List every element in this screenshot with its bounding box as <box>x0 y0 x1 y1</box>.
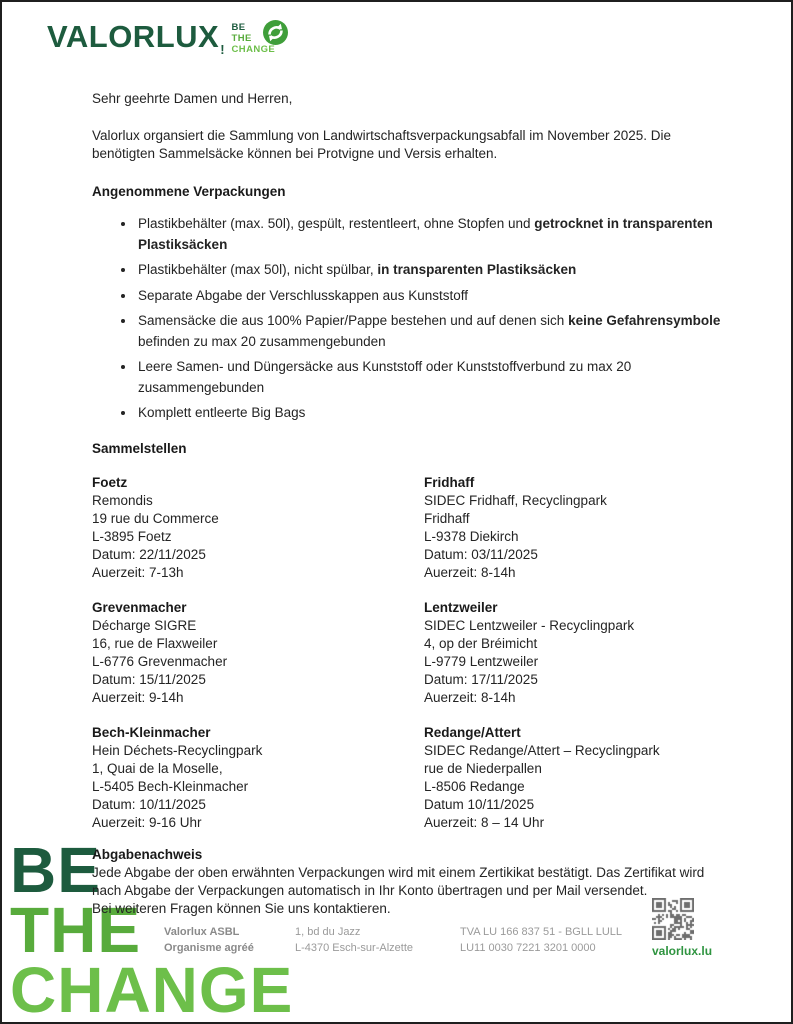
station-line: Datum: 17/11/2025 <box>424 671 538 687</box>
footer-org-type: Organisme agréé <box>164 942 254 954</box>
page-footer <box>2 924 791 1004</box>
packaging-list-item: • Separate Abgabe der Verschlusskappen aus Kunststoff <box>136 286 724 307</box>
station-card <box>424 724 724 832</box>
watermark-the: THE <box>10 894 141 966</box>
tagline-be: BE <box>231 22 246 33</box>
station-card <box>424 474 724 582</box>
packaging-list-item: • Samensäcke die aus 100% Papier/Pappe bestehen und auf denen sich keine Gefahrensymbole befinden zu max 20 zusammengebunden <box>136 311 724 352</box>
station-line: Datum: 15/11/2025 <box>92 671 206 687</box>
tagline-the: THE <box>231 33 252 44</box>
accepted-packaging-list <box>92 214 724 424</box>
station-card <box>92 599 424 707</box>
footer-tax-info <box>460 924 622 956</box>
packaging-list-item: • Plastikbehälter (max 50l), nicht spülbar, in transparenten Plastiksäcken <box>136 260 724 281</box>
station-line: 1, Quai de la Moselle, <box>92 760 223 776</box>
certificate-heading: Abgabenachweis <box>92 846 203 862</box>
station-line: Fridhaff <box>424 510 470 526</box>
recycling-icon <box>262 19 289 46</box>
certificate-section <box>92 846 724 918</box>
station-line: Auerzeit: 8-14h <box>424 564 516 580</box>
station-line: L-3895 Foetz <box>92 528 172 544</box>
footer-address <box>295 924 413 956</box>
station-name: Lentzweiler <box>424 599 498 615</box>
station-line: Datum: 22/11/2025 <box>92 546 206 562</box>
station-name: Fridhaff <box>424 474 475 490</box>
watermark-be: BE <box>10 834 101 906</box>
station-line: Auerzeit: 8 – 14 Uhr <box>424 814 545 830</box>
station-line: Hein Déchets-Recyclingpark <box>92 742 263 758</box>
footer-tax-line2: LU11 0030 7221 3201 0000 <box>460 942 596 954</box>
station-line: 4, op der Bréimicht <box>424 635 538 651</box>
station-line: Remondis <box>92 492 153 508</box>
station-line: Auerzeit: 7-13h <box>92 564 184 580</box>
station-line: SIDEC Lentzweiler - Recyclingpark <box>424 617 635 633</box>
brand-exclamation-mark: ! <box>220 42 225 57</box>
footer-org-name: Valorlux ASBL <box>164 926 240 938</box>
footer-address-line1: 1, bd du Jazz <box>295 926 361 938</box>
letter-body <box>92 90 724 918</box>
station-line: 16, rue de Flaxweiler <box>92 635 218 651</box>
station-line: Datum 10/11/2025 <box>424 796 535 812</box>
packaging-list-item: • Plastikbehälter (max. 50l), gespült, restentleert, ohne Stopfen und getrocknet in transparenten Plastiksäcken <box>136 214 724 255</box>
station-line: L-9779 Lentzweiler <box>424 653 539 669</box>
footer-tax-line1: TVA LU 166 837 51 - BGLL LULL <box>460 926 623 938</box>
packaging-list-item: • Leere Samen- und Düngersäcke aus Kunststoff oder Kunststoffverbund zu max 20 zusammengebunden <box>136 357 724 398</box>
station-card <box>92 474 424 582</box>
station-line: Auerzeit: 9-14h <box>92 689 184 705</box>
station-line: L-8506 Redange <box>424 778 525 794</box>
station-name: Bech-Kleinmacher <box>92 724 211 740</box>
station-line: 19 rue du Commerce <box>92 510 219 526</box>
footer-org <box>164 924 254 956</box>
station-line: Datum: 10/11/2025 <box>92 796 206 812</box>
accepted-packaging-heading: Angenommene Verpackungen <box>92 184 286 199</box>
station-line: L-9378 Diekirch <box>424 528 519 544</box>
packaging-list-item: • Komplett entleerte Big Bags <box>136 403 724 424</box>
tagline-change: CHANGE <box>231 44 276 55</box>
collection-points-heading: Sammelstellen <box>92 440 187 456</box>
stations-grid <box>92 474 724 832</box>
certificate-contact: Bei weiteren Fragen können Sie uns kontaktieren. <box>92 900 391 916</box>
qr-code <box>652 898 694 940</box>
logo-tagline <box>232 22 310 62</box>
watermark-change: CHANGE <box>10 954 294 1024</box>
footer-web-block <box>652 898 722 960</box>
station-name: Redange/Attert <box>424 724 521 740</box>
station-line: Auerzeit: 9-16 Uhr <box>92 814 202 830</box>
valorlux-logo <box>47 20 310 62</box>
station-card <box>424 599 724 707</box>
station-name: Grevenmacher <box>92 599 187 615</box>
station-card <box>92 724 424 832</box>
station-line: L-5405 Bech-Kleinmacher <box>92 778 249 794</box>
station-line: SIDEC Fridhaff, Recyclingpark <box>424 492 607 508</box>
station-line: Auerzeit: 8-14h <box>424 689 516 705</box>
website-link[interactable]: valorlux.lu <box>652 944 713 958</box>
certificate-body: Jede Abgabe der oben erwähnten Verpackungen wird mit einem Zertikikat bestätigt. Das Zertifikat wird nach Abgabe der Verpackungen automatisch in Ihr Konto übertragen und per Mail versendet. <box>92 864 705 898</box>
station-line: SIDEC Redange/Attert – Recyclingpark <box>424 742 660 758</box>
brand-wordmark: VALORLUX <box>47 19 220 54</box>
station-line: L-6776 Grevenmacher <box>92 653 228 669</box>
salutation: Sehr geehrte Damen und Herren, <box>92 91 293 106</box>
station-name: Foetz <box>92 474 128 490</box>
station-line: rue de Niederpallen <box>424 760 542 776</box>
station-line: Décharge SIGRE <box>92 617 197 633</box>
station-line: Datum: 03/11/2025 <box>424 546 538 562</box>
footer-address-line2: L-4370 Esch-sur-Alzette <box>295 942 413 954</box>
intro-paragraph: Valorlux organsiert die Sammlung von Landwirtschaftsverpackungsabfall im November 2025. Die benötigten Sammelsäcke können bei Protvigne und Versis erhalten. <box>92 128 672 161</box>
